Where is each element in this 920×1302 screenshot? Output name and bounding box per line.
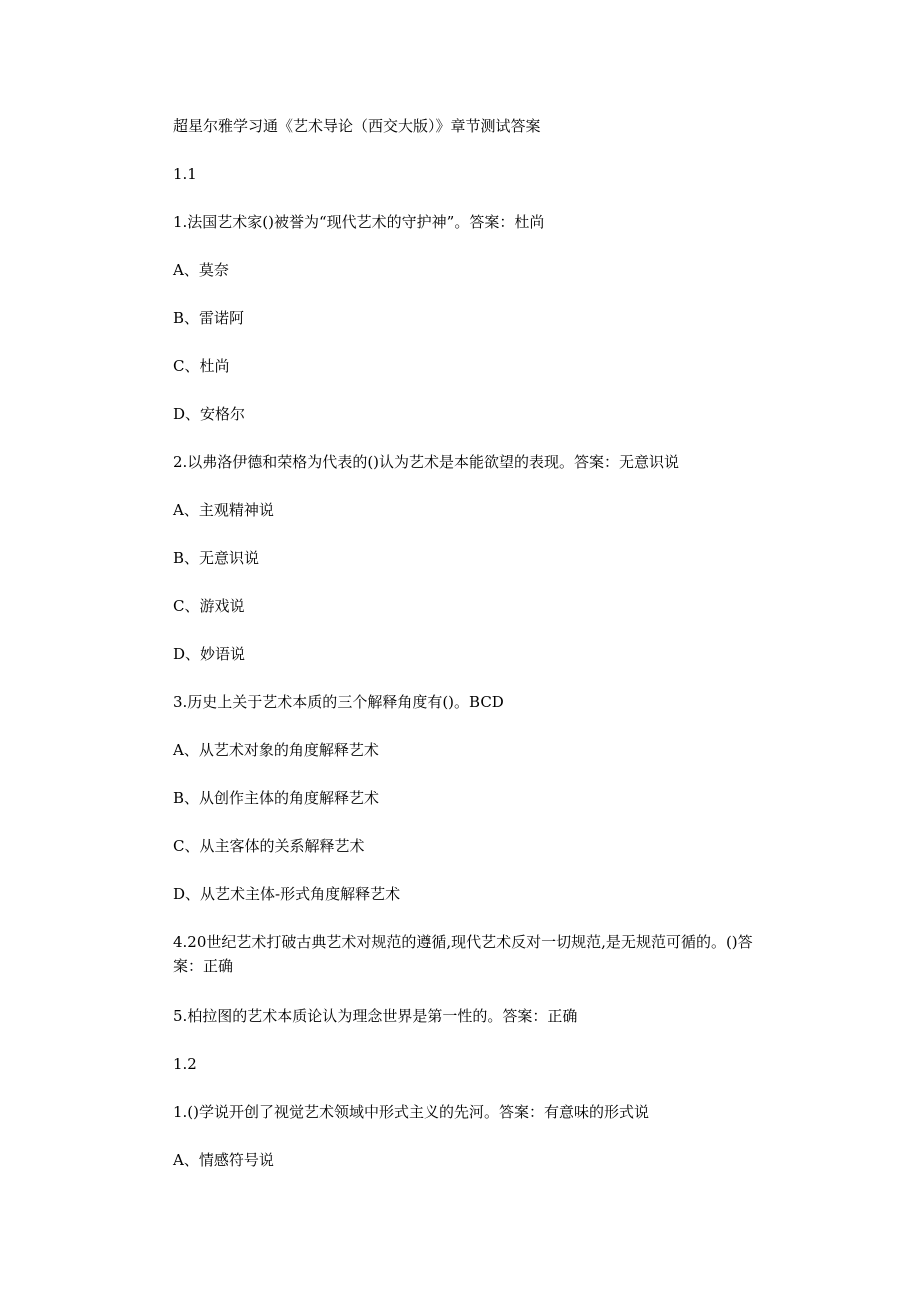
question-text: 4.20世纪艺术打破古典艺术对规范的遵循,现代艺术反对一切规范,是无规范可循的。()答案：正确 (173, 933, 753, 975)
option-a: A、情感符号说 (173, 1151, 274, 1169)
question-text: 1.()学说开创了视觉艺术领域中形式主义的先河。答案：有意味的形式说 (173, 1103, 650, 1121)
option-a: A、莫奈 (173, 261, 229, 279)
section-heading: 1.1 (173, 165, 197, 183)
option-c: C、杜尚 (173, 357, 230, 375)
option-a: A、主观精神说 (173, 501, 274, 519)
option-b: B、从创作主体的角度解释艺术 (173, 789, 380, 807)
section-heading: 1.2 (173, 1055, 197, 1073)
option-d: D、从艺术主体-形式角度解释艺术 (173, 885, 401, 903)
option-c: C、从主客体的关系解释艺术 (173, 837, 365, 855)
option-a: A、从艺术对象的角度解释艺术 (173, 741, 379, 759)
option-d: D、安格尔 (173, 405, 246, 423)
option-b: B、雷诺阿 (173, 309, 245, 327)
question-text: 2.以弗洛伊德和荣格为代表的()认为艺术是本能欲望的表现。答案：无意识说 (173, 453, 680, 471)
question-text: 1.法国艺术家()被誉为“现代艺术的守护神”。答案：杜尚 (173, 213, 545, 231)
question-text: 5.柏拉图的艺术本质论认为理念世界是第一性的。答案：正确 (173, 1007, 578, 1025)
question-text: 3.历史上关于艺术本质的三个解释角度有()。BCD (173, 693, 504, 711)
option-c: C、游戏说 (173, 597, 245, 615)
document-title: 超星尔雅学习通《艺术导论（西交大版）》章节测试答案 (173, 117, 541, 135)
option-d: D、妙语说 (173, 645, 246, 663)
option-b: B、无意识说 (173, 549, 260, 567)
